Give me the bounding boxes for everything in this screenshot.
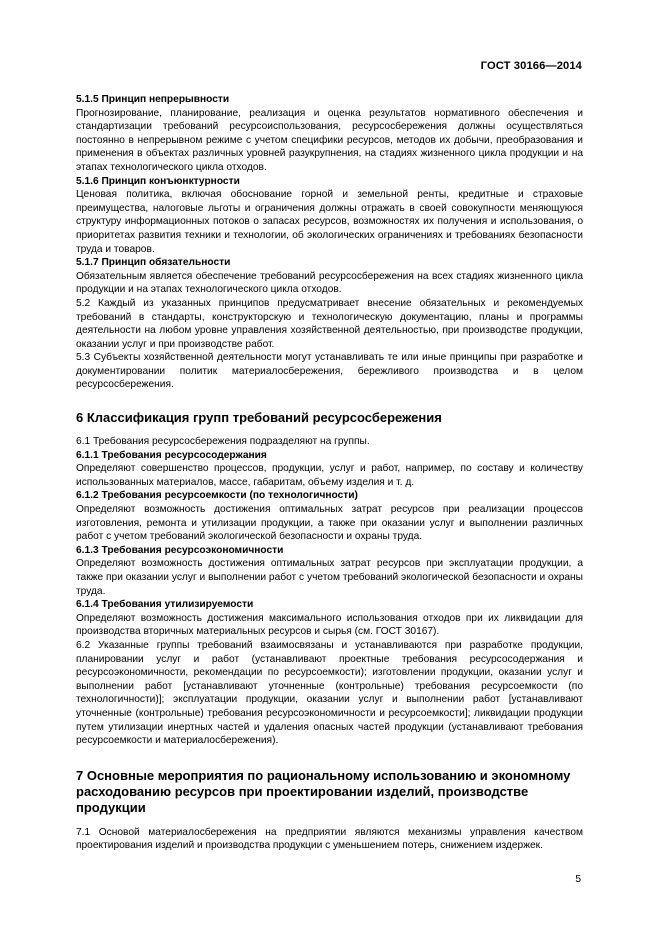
- subsection-heading: 6.1.3 Требования ресурсоэкономичности: [76, 544, 284, 556]
- subsection-heading: 6.1.4 Требования утилизируемости: [76, 599, 254, 611]
- paragraph: 5.2 Каждый из указанных принципов предусматривает внесение обязательных и рекомендуемых требований в стандарты, конструкторскую и технологическую документацию, планы и программы деятельности на любом уровне управления хозяйственной деятельностью, при производстве продукции, оказании услуг и при производстве работ.: [76, 297, 583, 350]
- subsection-heading: 6.1.2 Требования ресурсоемкости (по технологичности): [76, 490, 358, 502]
- subsection-heading: 5.1.5 Принцип непрерывности: [76, 94, 230, 105]
- paragraph: Определяют возможность достижения оптимальных затрат ресурсов при эксплуатации продукции, а также при оказании услуг и выполнении работ с учетом требований экологической безопасности и охраны труда.: [76, 558, 583, 597]
- paragraph: 5.3 Субъекты хозяйственной деятельности могут устанавливать те или иные принципы при разработке и документировании политик материалосбережения, бережливого производства и в целом ресурсосбережения.: [76, 352, 583, 391]
- paragraph: Определяют возможность достижения максимального использования отходов при их ликвидации для производства вторичных материальных ресурсов и сырья (см. ГОСТ 30167).: [76, 612, 583, 638]
- paragraph: 6.1 Требования ресурсосбережения подразделяют на группы.: [76, 436, 370, 448]
- standard-number: ГОСТ 30166—2014: [480, 60, 582, 72]
- subsection-heading: 5.1.7 Принцип обязательности: [76, 257, 231, 269]
- paragraph: 6.2 Указанные группы требований взаимосвязаны и устанавливаются при разработке продукции, планировании услуг и работ (устанавливают проектные требования ресурсосодержания и ресурсоэкономичности, рекомендации по ресурсоемкости); изготовлении продукции, оказании услуг и выполнении работ [устанавливают уточненные (контрольные) требования ресурсоемкости (по технологичности)]; эксплуатации продукции, оказании услуг и выполнении работ [устанавливают уточненные (контрольные) требования ресурсоэкономичности и ресурсоемкости]; ликвидации продукции путем утилизации инертных частей и удаления опасных частей продукции (устанавливают требования ресурсоемкости и материалосбережения).: [76, 639, 583, 747]
- subsection-heading: 5.1.6 Принцип конъюнктурности: [76, 175, 240, 187]
- paragraph: Обязательным является обеспечение требований ресурсосбережения на всех стадиях жизненного цикла продукции и на этапах технологического цикла отходов.: [76, 270, 583, 296]
- page-number: 5: [575, 874, 581, 885]
- paragraph: 7.1 Основой материалосбережения на предприятии являются механизмы управления качеством проектирования изделий и производства продукции с уменьшением потерь, снижением издержек.: [76, 826, 583, 852]
- paragraph: Определяют совершенство процессов, продукции, услуг и работ, например, по составу и количеству использованных материалов, массе, габаритам, объему изделия и т. д.: [76, 463, 583, 488]
- subsection-heading: 6.1.1 Требования ресурсосодержания: [76, 449, 267, 461]
- paragraph: Ценовая политика, включая обоснование горной и земельной ренты, кредитные и страховые преимущества, налоговые льготы и ограничения должны отражать в своей совокупности меняющуюся структуру информационных потоков о запасах ресурсов, возможностях их получения и использования, о приоритетах развития техники и технологии, об экологических ограничениях и требованиях безопасности труда и товаров.: [76, 189, 583, 255]
- section-heading: 7 Основные мероприятия по рациональному использованию и экономному расходованию ресурсов при проектировании изделий, производстве продукции: [76, 767, 571, 815]
- paragraph: Прогнозирование, планирование, реализация и оценка результатов нормативного обеспечения и стандартизации требований ресурсоиспользования, ресурсосбережения должны осуществляться постоянно в непрерывном режиме с учетом специфики ресурсов, методов их добычи, преобразования и применения в объектах различных уровней разукрупнения, на стадиях жизненного цикла продукции и на этапах технологического цикла отходов.: [76, 107, 583, 173]
- section-heading: 6 Классификация групп требований ресурсосбережения: [76, 410, 442, 426]
- paragraph: Определяют возможность достижения оптимальных затрат ресурсов при реализации процессов изготовления, ремонта и утилизации продукции, а также при оказании услуг и выполнении различных работ с учетом требований экологической безопасности и охраны труда.: [76, 504, 583, 543]
- document-body: [76, 93, 583, 853]
